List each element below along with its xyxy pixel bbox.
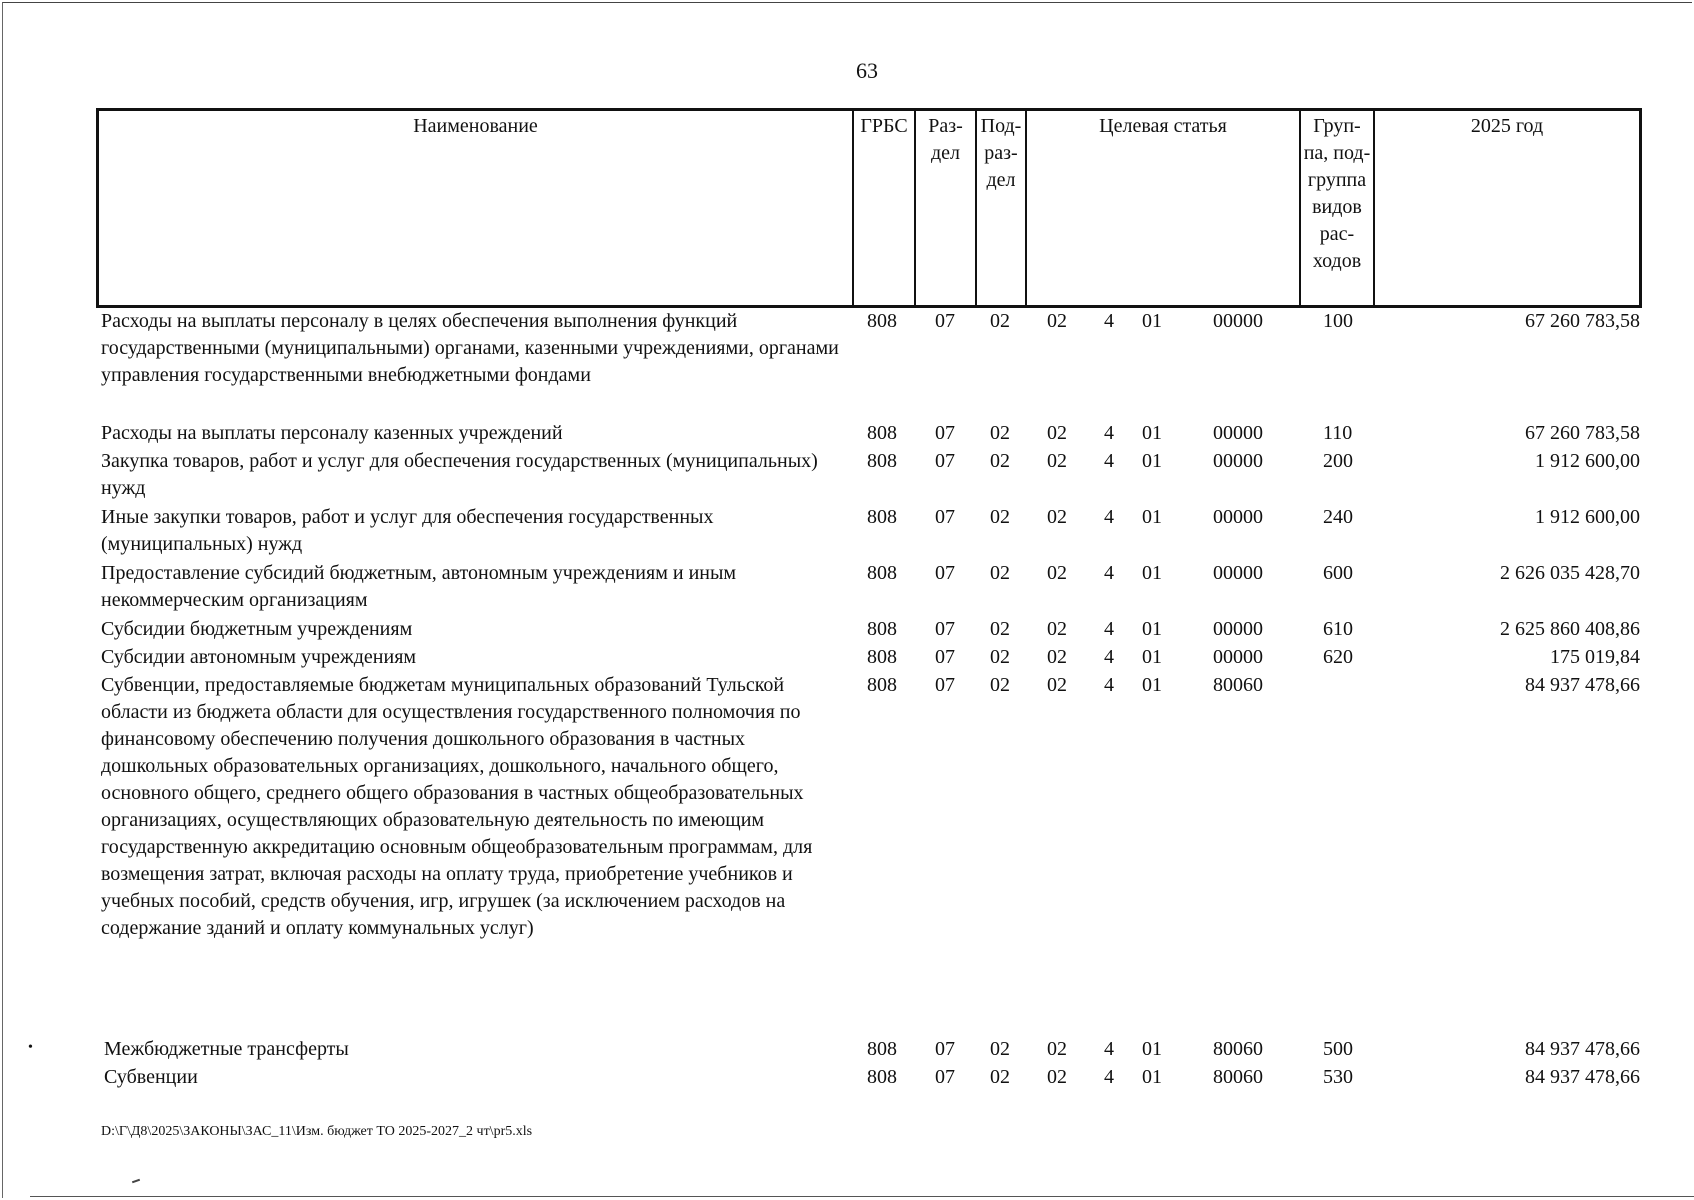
header-divider xyxy=(1025,111,1027,305)
row-grbs: 808 xyxy=(867,1066,897,1088)
row-grbs: 808 xyxy=(867,562,897,584)
row-name: Субсидии бюджетным учреждениям xyxy=(101,618,413,640)
row-target-1: 02 xyxy=(1047,506,1067,528)
row-podrazdel: 02 xyxy=(990,1066,1010,1088)
row-target-1: 02 xyxy=(1047,450,1067,472)
row-razdel: 07 xyxy=(935,310,955,332)
row-target-2: 4 xyxy=(1104,310,1114,332)
row-group: 100 xyxy=(1323,310,1353,332)
row-name: Субсидии автономным учреждениям xyxy=(101,646,417,668)
header-group: Груп- па, под- группа видов рас- ходов xyxy=(1303,115,1371,272)
row-target-4: 80060 xyxy=(1213,674,1263,696)
row-name: Субвенции, предоставляемые бюджетам муниципальных образований Тульской области из бюджета области для осуществления государственного полномочия по финансовому обеспечению получения дошкольного образования в частных дошкольных образовательных организациях, дошкольного, начального общего, основного общего, среднего общего образования в частных общеобразовательных организациях, осуществляющих образовательную деятельность по имеющим государственную аккредитацию основным общеобразовательным программам, для возмещения затрат, включая расходы на оплату труда, приобретение учебников и учебных пособий, средств обучения, игр, игрушек (за исключением расходов на содержание зданий и оплату коммунальных услуг) xyxy=(101,674,813,939)
row-grbs: 808 xyxy=(867,1038,897,1060)
row-podrazdel: 02 xyxy=(990,646,1010,668)
row-target-2: 4 xyxy=(1104,646,1114,668)
row-group: 240 xyxy=(1323,506,1353,528)
row-target-2: 4 xyxy=(1104,562,1114,584)
row-target-1: 02 xyxy=(1047,310,1067,332)
table-header xyxy=(96,108,1642,308)
row-target-3: 01 xyxy=(1142,562,1162,584)
row-target-1: 02 xyxy=(1047,562,1067,584)
row-target-1: 02 xyxy=(1047,1038,1067,1060)
row-razdel: 07 xyxy=(935,422,955,444)
row-razdel: 07 xyxy=(935,618,955,640)
row-grbs: 808 xyxy=(867,422,897,444)
row-target-1: 02 xyxy=(1047,1066,1067,1088)
row-amount: 1 912 600,00 xyxy=(1535,450,1640,472)
row-razdel: 07 xyxy=(935,674,955,696)
row-target-3: 01 xyxy=(1142,618,1162,640)
row-target-2: 4 xyxy=(1104,674,1114,696)
row-razdel: 07 xyxy=(935,450,955,472)
row-target-4: 00000 xyxy=(1213,506,1263,528)
row-group: 500 xyxy=(1323,1038,1353,1060)
header-razdel: Раз- дел xyxy=(928,115,963,164)
row-podrazdel: 02 xyxy=(990,422,1010,444)
row-razdel: 07 xyxy=(935,562,955,584)
row-amount: 2 626 035 428,70 xyxy=(1500,562,1640,584)
row-target-4: 00000 xyxy=(1213,618,1263,640)
row-target-3: 01 xyxy=(1142,1066,1162,1088)
row-target-4: 00000 xyxy=(1213,450,1263,472)
row-grbs: 808 xyxy=(867,450,897,472)
row-name: Расходы на выплаты персоналу казенных учреждений xyxy=(101,422,563,444)
row-target-4: 00000 xyxy=(1213,422,1263,444)
page-frame-bottom xyxy=(30,1196,1694,1197)
header-divider xyxy=(1373,111,1375,305)
row-grbs: 808 xyxy=(867,506,897,528)
row-grbs: 808 xyxy=(867,646,897,668)
row-target-2: 4 xyxy=(1104,618,1114,640)
margin-mark: • xyxy=(28,1040,33,1055)
row-grbs: 808 xyxy=(867,310,897,332)
header-divider xyxy=(852,111,854,305)
row-amount: 175 019,84 xyxy=(1550,646,1640,668)
row-target-1: 02 xyxy=(1047,422,1067,444)
row-target-2: 4 xyxy=(1104,450,1114,472)
header-target-article: Целевая статья xyxy=(1099,115,1227,137)
row-grbs: 808 xyxy=(867,618,897,640)
row-name: Иные закупки товаров, работ и услуг для обеспечения государственных (муниципальных) нужд xyxy=(101,506,714,555)
header-grbs: ГРБС xyxy=(860,115,908,137)
row-podrazdel: 02 xyxy=(990,1038,1010,1060)
row-group: 530 xyxy=(1323,1066,1353,1088)
row-target-3: 01 xyxy=(1142,1038,1162,1060)
row-name: Расходы на выплаты персоналу в целях обеспечения выполнения функций государственными (муниципальными) органами, казенными учреждениями, органами управления государственными внебюджетными фондами xyxy=(101,310,839,386)
row-group: 110 xyxy=(1323,422,1353,444)
row-amount: 84 937 478,66 xyxy=(1525,1066,1640,1088)
row-podrazdel: 02 xyxy=(990,562,1010,584)
row-target-1: 02 xyxy=(1047,646,1067,668)
row-razdel: 07 xyxy=(935,646,955,668)
row-podrazdel: 02 xyxy=(990,674,1010,696)
row-name: Субвенции xyxy=(104,1066,198,1088)
row-target-1: 02 xyxy=(1047,674,1067,696)
row-target-4: 80060 xyxy=(1213,1038,1263,1060)
header-podrazdel: Под- раз- дел xyxy=(980,115,1022,191)
row-target-2: 4 xyxy=(1104,506,1114,528)
row-amount: 1 912 600,00 xyxy=(1535,506,1640,528)
row-amount: 67 260 783,58 xyxy=(1525,422,1640,444)
row-razdel: 07 xyxy=(935,1038,955,1060)
row-target-3: 01 xyxy=(1142,422,1162,444)
row-target-2: 4 xyxy=(1104,1038,1114,1060)
row-name: Закупка товаров, работ и услуг для обеспечения государственных (муниципальных) нужд xyxy=(101,450,818,499)
row-podrazdel: 02 xyxy=(990,450,1010,472)
row-podrazdel: 02 xyxy=(990,506,1010,528)
row-group: 610 xyxy=(1323,618,1353,640)
row-amount: 84 937 478,66 xyxy=(1525,674,1640,696)
row-amount: 67 260 783,58 xyxy=(1525,310,1640,332)
row-target-2: 4 xyxy=(1104,422,1114,444)
row-amount: 84 937 478,66 xyxy=(1525,1038,1640,1060)
row-podrazdel: 02 xyxy=(990,310,1010,332)
row-target-3: 01 xyxy=(1142,674,1162,696)
row-group: 600 xyxy=(1323,562,1353,584)
header-name: Наименование xyxy=(413,115,538,137)
footer-file-path: D:\Г\Д8\2025\ЗАКОНЫ\ЗАС_11\Изм. бюджет ТО 2025-2027_2 чт\pr5.xls xyxy=(101,1124,533,1139)
row-target-4: 00000 xyxy=(1213,646,1263,668)
row-target-3: 01 xyxy=(1142,450,1162,472)
row-target-4: 00000 xyxy=(1213,562,1263,584)
row-grbs: 808 xyxy=(867,674,897,696)
row-target-4: 00000 xyxy=(1213,310,1263,332)
row-target-2: 4 xyxy=(1104,1066,1114,1088)
row-name: Предоставление субсидий бюджетным, автономным учреждениям и иным некоммерческим организациям xyxy=(101,562,737,611)
row-amount: 2 625 860 408,86 xyxy=(1500,618,1640,640)
row-group: 200 xyxy=(1323,450,1353,472)
row-group: 620 xyxy=(1323,646,1353,668)
row-target-3: 01 xyxy=(1142,310,1162,332)
row-target-4: 80060 xyxy=(1213,1066,1263,1088)
row-target-1: 02 xyxy=(1047,618,1067,640)
row-razdel: 07 xyxy=(935,1066,955,1088)
page-number: 63 xyxy=(856,58,878,83)
row-podrazdel: 02 xyxy=(990,618,1010,640)
header-year: 2025 год xyxy=(1470,115,1544,137)
row-target-3: 01 xyxy=(1142,646,1162,668)
row-razdel: 07 xyxy=(935,506,955,528)
row-name: Межбюджетные трансферты xyxy=(104,1038,349,1060)
row-target-3: 01 xyxy=(1142,506,1162,528)
